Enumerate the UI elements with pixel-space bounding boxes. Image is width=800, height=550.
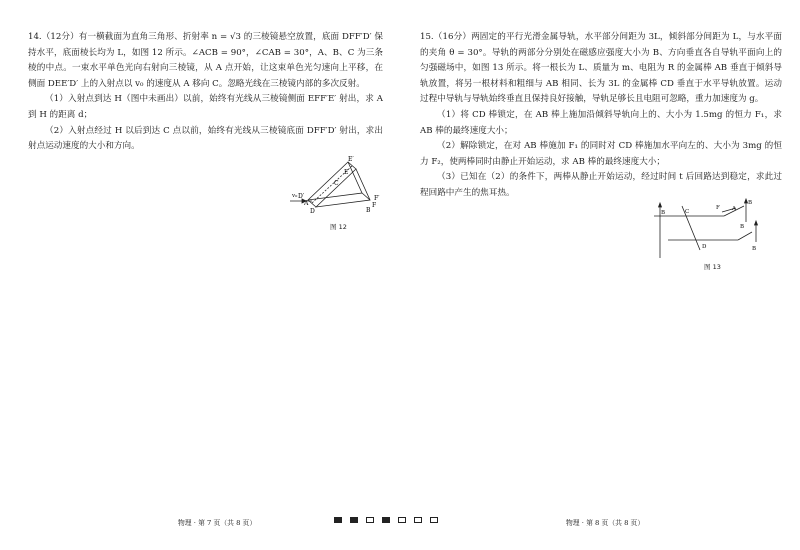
figure-12-caption: 图 12 bbox=[330, 223, 347, 231]
question-15-number: 15.（16分） bbox=[420, 32, 472, 42]
footer-mark-3 bbox=[366, 517, 374, 523]
footer-marks bbox=[334, 517, 438, 523]
figure-13-rails bbox=[652, 198, 762, 260]
question-14 bbox=[28, 30, 383, 155]
label-D-prime: D′ bbox=[298, 193, 305, 200]
label-A: A bbox=[732, 206, 736, 212]
question-15-part-2: （2）解除锁定，在对 AB 棒施加 F₁ 的同时对 CD 棒施加水平向左的、大小为 3mg 的恒力 F₂，使两棒同时由静止开始运动，求 AB 棒的最终速度大小； bbox=[420, 141, 782, 167]
page-footer-right: 物理 · 第 8 页（共 8 页） bbox=[566, 519, 645, 527]
footer-mark-7 bbox=[430, 517, 438, 523]
label-C: C bbox=[334, 180, 339, 187]
question-15-part-1: （1）将 CD 棒锁定，在 AB 棒上施加沿倾斜导轨向上的、大小为 1.5mg 的恒力 F₁，求 AB 棒的最终速度大小； bbox=[420, 109, 782, 136]
question-14-part-2: （2）入射点经过 H 以后到达 C 点以前，始终有光线从三棱镜底面 DFF′D′ 射出，求出射点运动速度的大小和方向。 bbox=[28, 125, 383, 152]
question-14-stem: 有一横截面为直角三角形、折射率 n = √3 的三棱镜悬空放置，底面 DFF′D′ 保持水平，底面棱长均为 L，如图 12 所示。∠ACB = 90°，∠CAB = 30°，A、B、C 为三条棱的中点。一束水平单色光向右射向三棱镜，从 A 点开始，让这束单色光匀速向上平移，在侧面 DEE′D′ 上的入射点以 v₀ 的速度从 A 移向 C。忽略光线在三棱镜内部的多次反射。 bbox=[28, 32, 383, 89]
question-15 bbox=[420, 30, 782, 202]
page-footer-left: 物理 · 第 7 页（共 8 页） bbox=[178, 519, 257, 527]
label-A: A bbox=[304, 200, 309, 207]
footer-mark-6 bbox=[414, 517, 422, 523]
label-B: B bbox=[366, 207, 371, 214]
question-14-number: 14.（12分） bbox=[28, 32, 79, 42]
footer-mark-1 bbox=[334, 517, 342, 523]
label-E: E bbox=[344, 169, 349, 176]
figure-13-caption: 图 13 bbox=[704, 263, 721, 271]
question-15-part-3: （3）已知在（2）的条件下，两棒从静止开始运动，经过时间 t 后回路达到稳定，求此过程回路中产生的焦耳热。 bbox=[420, 172, 782, 198]
footer-mark-5 bbox=[398, 517, 406, 523]
label-B-field-3: B bbox=[752, 246, 757, 252]
label-F-prime: F′ bbox=[374, 195, 380, 202]
label-B-field-2: B bbox=[748, 200, 753, 206]
label-B-field-1: B bbox=[661, 210, 666, 216]
label-F: F bbox=[716, 205, 720, 211]
footer-mark-4 bbox=[382, 517, 390, 523]
question-15-stem: 两固定的平行光滑金属导轨，水平部分间距为 3L，倾斜部分间距为 L，与水平面的夹角 θ = 30°。导轨的两部分分别处在磁感应强度大小为 B、方向垂直各自导轨平面向上的匀强磁场中，如图 13 所示。将一根长为 L、质量为 m、电阻为 R 的金属棒 AB 垂直于倾斜导轨放置，将另一根材料和粗细与 AB 相同、长为 3L 的金属棒 CD 垂直于水平导轨放置。运动过程中导轨与导轨始终垂直且保持良好接触，导轨足够长且电阻可忽略，重力加速度为 g。 bbox=[420, 32, 782, 105]
label-F: F bbox=[372, 202, 377, 209]
label-C: C bbox=[685, 209, 690, 215]
footer-mark-2 bbox=[350, 517, 358, 523]
label-E-prime: E′ bbox=[348, 156, 354, 163]
label-D: D bbox=[702, 244, 707, 250]
label-B-end: B bbox=[740, 224, 745, 230]
label-v0: v₀ bbox=[292, 193, 298, 199]
figure-12-prism bbox=[288, 155, 398, 225]
label-D: D bbox=[310, 208, 315, 215]
question-14-part-1: （1）入射点到达 H（图中未画出）以前，始终有光线从三棱镜侧面 EFF′E′ 射出，求 A 到 H 的距离 d； bbox=[28, 94, 383, 120]
